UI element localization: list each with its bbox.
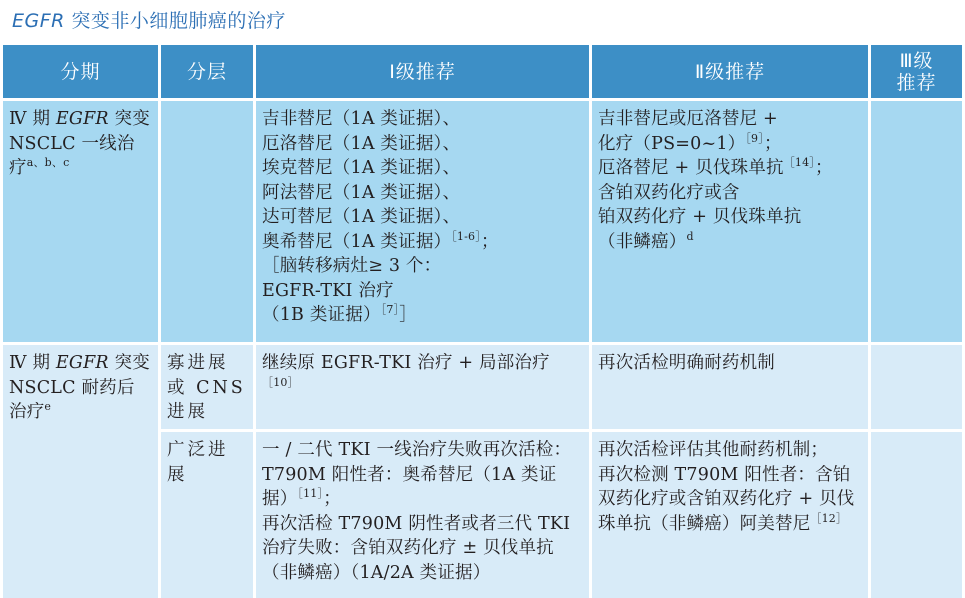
ref-7: ［7］ (380, 303, 400, 317)
row-extensive-level1 (256, 432, 589, 598)
ref-14: ［14］ (783, 156, 816, 170)
stage-pre: Ⅳ 期 (9, 353, 56, 373)
ref-11: ［11］ (297, 487, 324, 501)
header-level1 (256, 45, 589, 98)
level2-erlotinib-bev: ； 厄洛替尼 + 贝伐珠单抗 (598, 133, 784, 178)
row-firstline-stage (3, 101, 158, 342)
title-text: 突变非小细胞肺癌的治疗 (64, 10, 286, 32)
stage-post: 突变 NSCLC 耐药后治疗 (9, 353, 150, 422)
row-oligo-level3 (871, 345, 962, 429)
ref-10: ［10］ (262, 375, 299, 389)
row-extensive-layer (161, 432, 253, 598)
level1-drugs: 吉非替尼（1A 类证据）、 厄洛替尼（1A 类证据）、 埃克替尼（1A 类证据）、 阿法替尼（1A 类证据）、 达可替尼（1A 类证据）、 奥希替尼（1A 类证据） (262, 109, 461, 252)
header-layer-label: 分层 (186, 60, 227, 83)
row-resistance-stage (3, 345, 158, 598)
level2-combo: 吉非替尼或厄洛替尼 + 化疗（PS=0~1） (598, 109, 778, 154)
header-level1-label: Ⅰ级推荐 (389, 60, 456, 83)
stage-post: 突变 NSCLC 一线治疗 (9, 109, 150, 178)
layer-label: 广泛进展 (167, 440, 229, 485)
stage-note: e (44, 400, 52, 414)
header-stage (3, 45, 158, 98)
row-firstline-layer (161, 101, 253, 342)
stage-pre: Ⅳ 期 (9, 109, 56, 129)
row-firstline-level3 (871, 101, 962, 342)
header-stage-label: 分期 (60, 60, 101, 83)
title-gene: EGFR (12, 10, 65, 32)
row-extensive-level3 (871, 432, 962, 598)
row-extensive-level2 (592, 432, 868, 598)
row-firstline-level1 (256, 101, 589, 342)
stage-gene: EGFR (55, 353, 109, 373)
stage-gene: EGFR (55, 109, 109, 129)
row-oligo-level1 (256, 345, 589, 429)
ref-9: ［9］ (745, 131, 764, 145)
level2-rebiopsy: 再次活检明确耐药机制 (598, 353, 775, 373)
note-d: d (686, 229, 694, 243)
level1-brain-mets: ； ［脑转移病灶≥ 3 个： EGFR-TKI 治疗 （1B 类证据） (262, 231, 499, 325)
level2-other-mechanisms: 再次活检评估其他耐药机制； 再次检测 T790M 阳性者：含铂双药化疗或含铂双药化疗 + 贝伐珠单抗（非鳞癌）阿美替尼 (598, 440, 855, 534)
header-level2-label: Ⅱ级推荐 (694, 60, 766, 83)
level1-close: ］ (399, 305, 417, 325)
row-oligo-level2 (592, 345, 868, 429)
stage-note: a、b、c (26, 156, 70, 170)
level1-t790m-positive: 一 / 二代 TKI 一线治疗失败再次活检：T790M 阳性者：奥希替尼（1A 类证据） (262, 440, 572, 509)
level1-t790m-negative: ； 再次活检 T790M 阴性者或者三代 TKI 治疗失败：含铂双药化疗 ± 贝伐单抗（非鳞癌）（1A/2A 类证据） (262, 489, 571, 583)
level1-continue-tki: 继续原 EGFR-TKI 治疗 + 局部治疗 (262, 353, 550, 373)
level2-platinum: ； 含铂双药化疗或含 铂双药化疗 + 贝伐珠单抗 （非鳞癌） (598, 158, 833, 252)
header-layer (161, 45, 253, 98)
row-firstline-level2 (592, 101, 868, 342)
ref-12: ［12］ (810, 511, 848, 525)
row-oligo-layer (161, 345, 253, 429)
header-level3 (871, 45, 962, 98)
header-level2 (592, 45, 868, 98)
header-level3-label: Ⅲ级 推荐 (896, 49, 937, 94)
ref-1-6: ［1-6］ (451, 229, 481, 243)
layer-label: 寡进展或 CNS 进展 (167, 353, 246, 422)
